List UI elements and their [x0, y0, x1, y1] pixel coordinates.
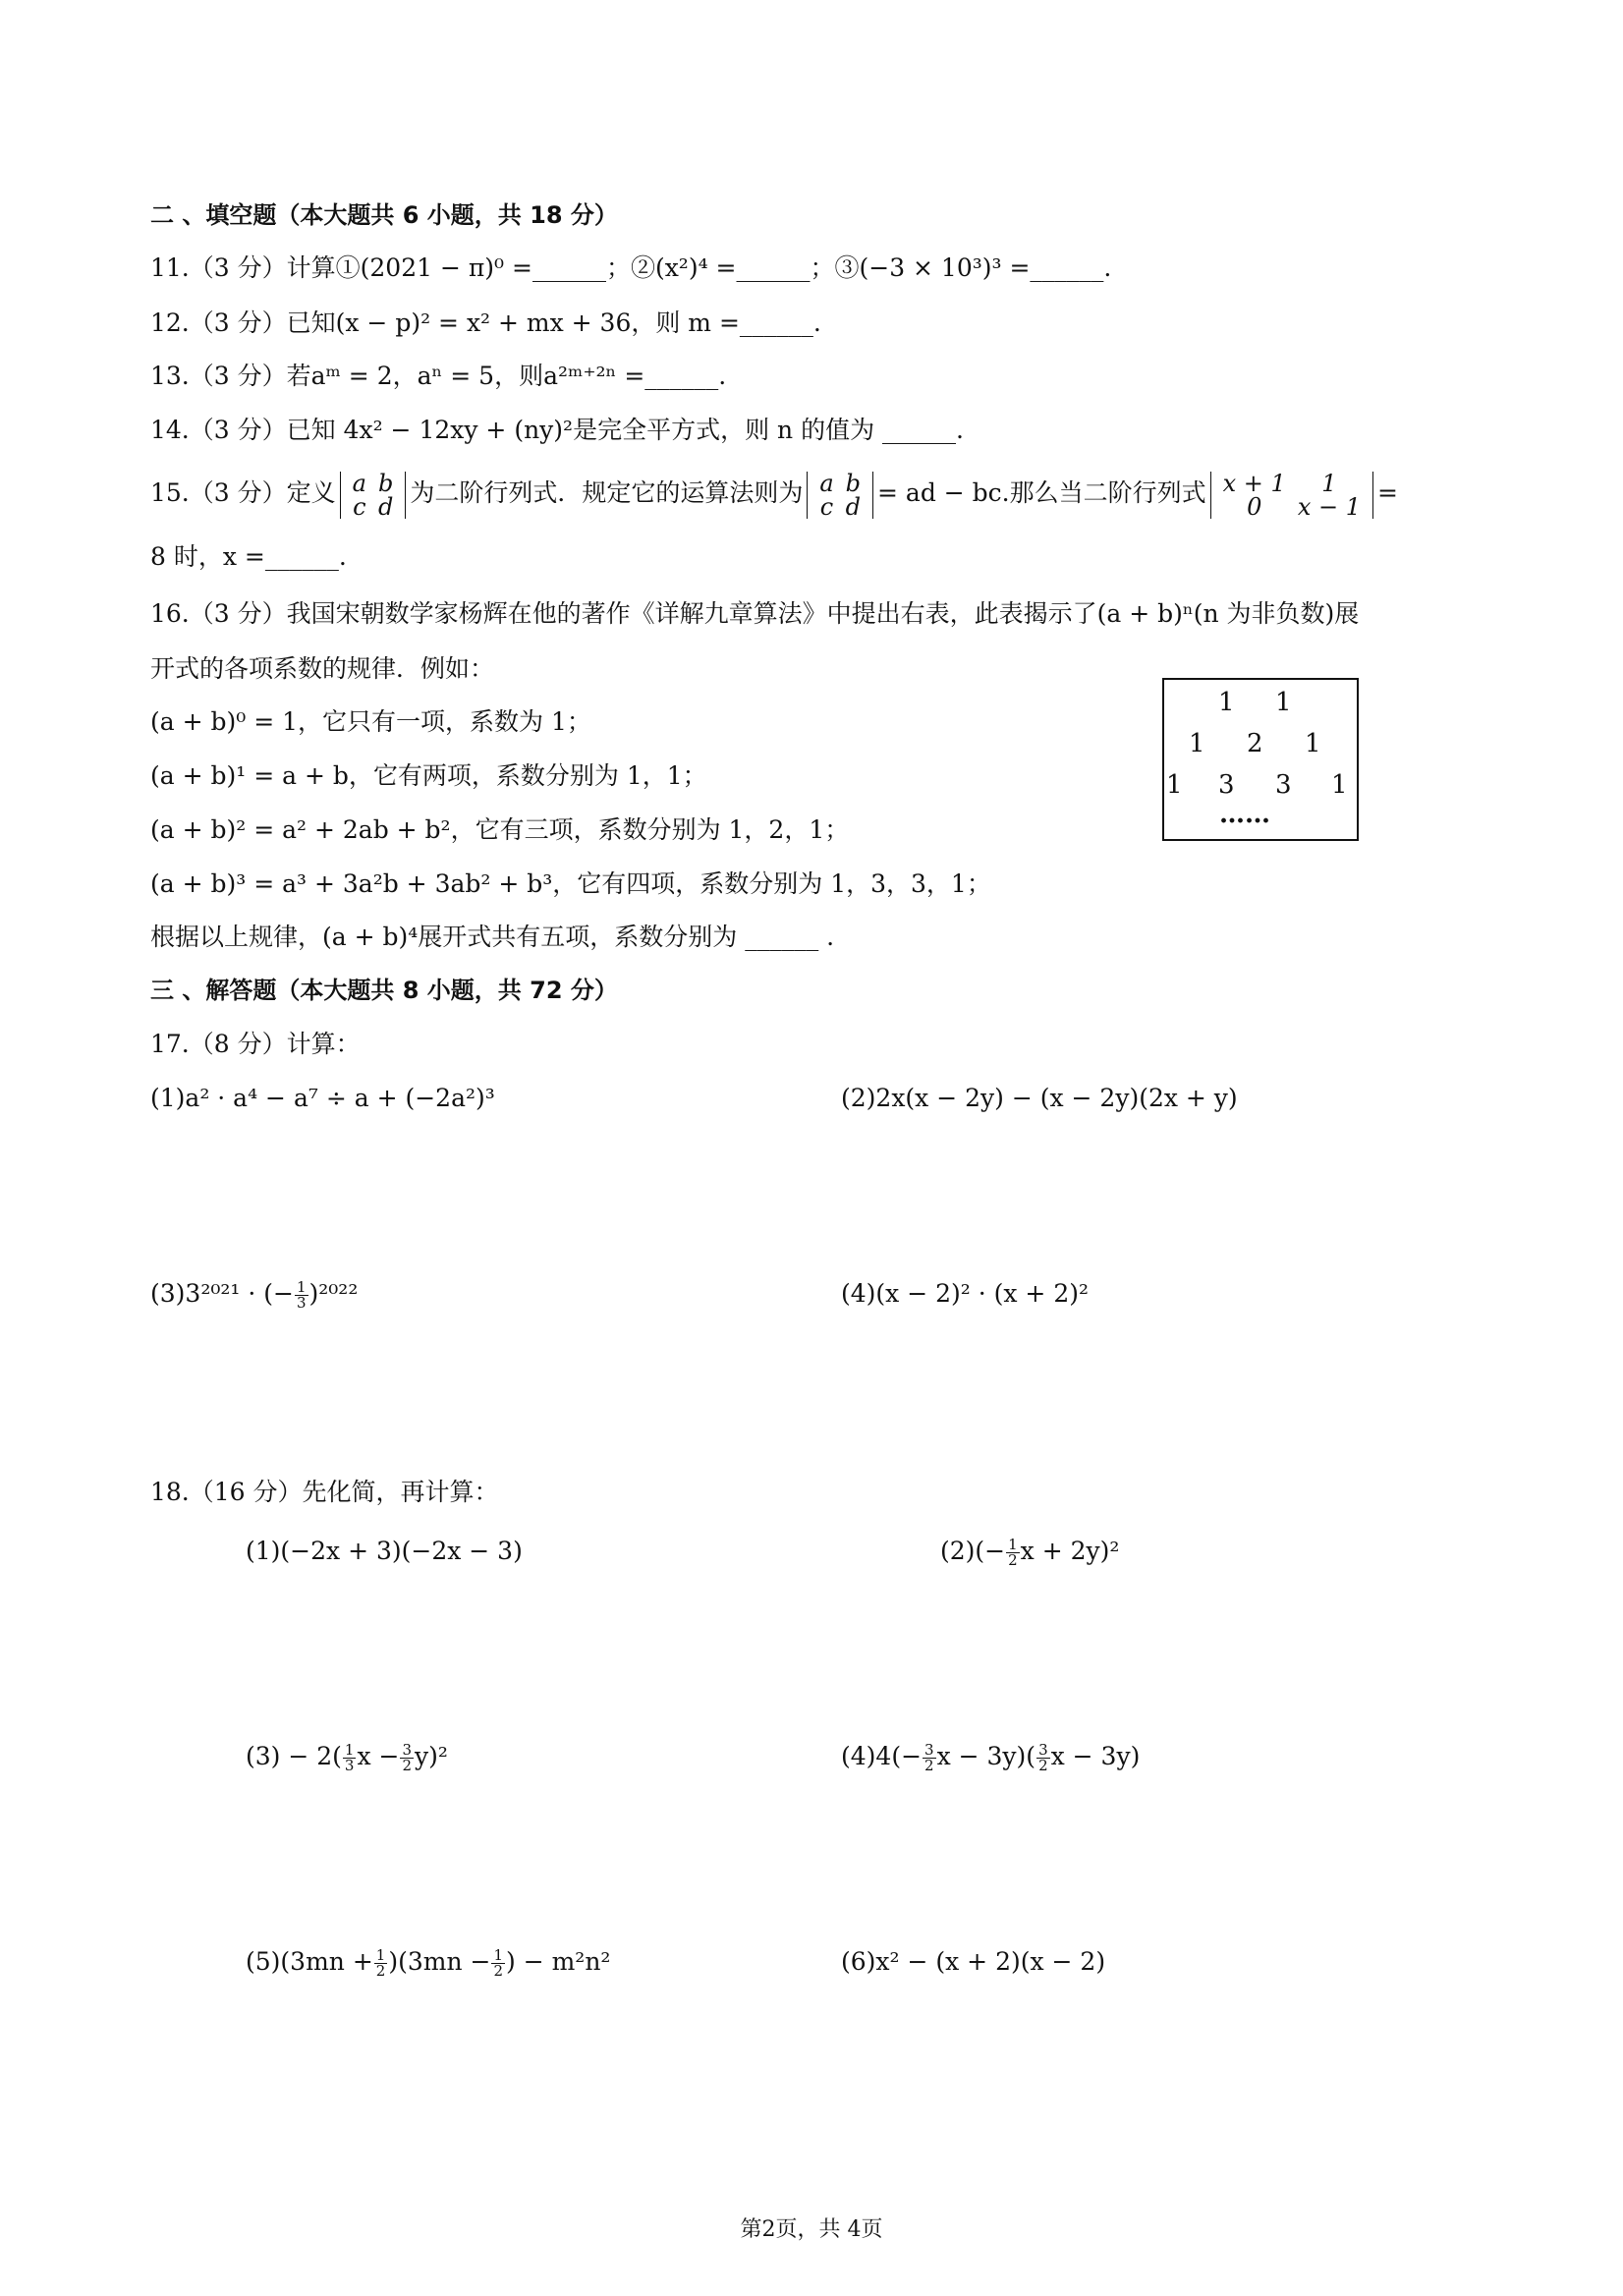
- question-text: 已知(x − p)² = x² + mx + 36，则 m =______.: [286, 308, 821, 337]
- fraction: $\frac{1}{2}$: [493, 1946, 503, 1980]
- fraction: $\frac{3}{2}$: [924, 1741, 934, 1774]
- question-18-part3: (3) − 2( $\frac{1}{3}$ x − $\frac{3}{2}$ y)²: [246, 1741, 448, 1774]
- question-13: [150, 360, 726, 393]
- pascal-cell: 3: [1218, 770, 1235, 800]
- pascal-cell: 1: [1275, 688, 1292, 717]
- rule-text: = ad − bc.那么当二阶行列式: [877, 478, 1206, 507]
- question-16-line3: (a + b)⁰ = 1，它只有一项，系数为 1；: [150, 707, 591, 736]
- fraction: $\frac{3}{2}$: [402, 1741, 413, 1774]
- question-title: 先化简，再计算：: [302, 1478, 499, 1506]
- question-number: 17.（8 分）: [150, 1030, 287, 1058]
- fraction: $\frac{3}{2}$: [1038, 1741, 1048, 1774]
- pascal-triangle-figure: [1162, 678, 1359, 841]
- question-17-part2: (2)2x(x − 2y) − (x − 2y)(2x + y): [841, 1084, 1238, 1112]
- question-11: [150, 252, 1111, 285]
- determinant-x: x + 1 1 0 x − 1: [1210, 472, 1373, 519]
- fraction: $\frac{1}{3}$: [344, 1741, 355, 1774]
- question-18: [150, 1476, 499, 1509]
- question-number: 16.（3 分）: [150, 599, 287, 628]
- pascal-cell: 1: [1305, 729, 1321, 758]
- question-18-part5: (5)(3mn + $\frac{1}{2}$ )(3mn − $\frac{1}{2}$ ) − m²n²: [246, 1946, 611, 1980]
- question-17: [150, 1028, 361, 1061]
- determinant-abcd: a b c d: [340, 472, 407, 519]
- question-number: 18.（16 分）: [150, 1478, 303, 1506]
- definition-text: 为二阶行列式．规定它的运算法则为: [410, 478, 804, 507]
- question-18-part1: (1)(−2x + 3)(−2x − 3): [246, 1537, 523, 1565]
- pascal-cell: 3: [1275, 770, 1292, 800]
- question-18-part6: (6)x² − (x + 2)(x − 2): [841, 1947, 1106, 1976]
- question-18-part2: (2)(− $\frac{1}{2}$ x + 2y)²: [940, 1536, 1120, 1569]
- question-number: 12.（3 分）: [150, 308, 287, 337]
- pascal-cell: 1: [1218, 688, 1235, 717]
- question-12: [150, 307, 821, 340]
- question-16-line4: (a + b)¹ = a + b，它有两项，系数分别为 1，1；: [150, 761, 707, 790]
- question-number: 15.（3 分）: [150, 478, 287, 507]
- question-text: 已知 4x² − 12xy + (ny)²是完全平方式，则 n 的值为 ______.: [286, 416, 964, 444]
- question-14: [150, 414, 964, 447]
- question-15: [150, 468, 1398, 519]
- question-text: 计算①(2021 − π)⁰ =______；②(x²)⁴ =______；③(−3 × 10³)³ =______.: [286, 253, 1112, 282]
- question-17-part4: (4)(x − 2)² · (x + 2)²: [841, 1279, 1090, 1308]
- question-16-line6: (a + b)³ = a³ + 3a²b + 3ab² + b³，它有四项，系数分别为 1，3，3，1；: [150, 869, 991, 898]
- question-18-part4: (4)4(− $\frac{3}{2}$ x − 3y)( $\frac{3}{2}$ x − 3y): [841, 1741, 1141, 1774]
- section-heading-fill-in: 二 、填空题（本大题共 6 小题，共 18 分）: [150, 201, 618, 229]
- question-16-line7: 根据以上规律，(a + b)⁴展开式共有五项，系数分别为 ______ .: [150, 923, 835, 951]
- define-text: 定义: [286, 478, 336, 507]
- fraction: $\frac{1}{2}$: [1008, 1536, 1018, 1569]
- fraction: $\frac{1}{3}$: [296, 1278, 307, 1312]
- question-17-part3: (3)3²⁰²¹ · (− $\frac{1}{3}$ )²⁰²²: [150, 1278, 359, 1312]
- question-16-line2: 开式的各项系数的规律．例如：: [150, 654, 495, 683]
- question-number: 11.（3 分）: [150, 253, 287, 282]
- section-heading-answer: 三 、解答题（本大题共 8 小题，共 72 分）: [150, 977, 618, 1004]
- page-footer: 第2页，共 4页: [740, 2217, 883, 2242]
- determinant-abcd-rule: a b c d: [807, 472, 873, 519]
- pascal-cell: 2: [1247, 729, 1263, 758]
- question-number: 14.（3 分）: [150, 416, 287, 444]
- pascal-ellipsis: ……: [1219, 800, 1270, 829]
- question-17-part1: (1)a² · a⁴ − a⁷ ÷ a + (−2a²)³: [150, 1084, 495, 1112]
- question-number: 13.（3 分）: [150, 362, 287, 390]
- pascal-cell: 1: [1331, 770, 1348, 800]
- fraction: $\frac{1}{2}$: [375, 1946, 386, 1980]
- question-16: [150, 597, 1359, 631]
- question-title: 计算：: [286, 1030, 361, 1058]
- question-text: 若aᵐ = 2，aⁿ = 5，则a²ᵐ⁺²ⁿ =______.: [286, 362, 727, 390]
- question-15-line2: 8 时，x =______.: [150, 542, 347, 571]
- equals-sign: =: [1376, 478, 1398, 507]
- pascal-cell: 1: [1189, 729, 1205, 758]
- question-16-line5: (a + b)² = a² + 2ab + b²，它有三项，系数分别为 1，2，1；: [150, 815, 850, 844]
- question-text: 我国宋朝数学家杨辉在他的著作《详解九章算法》中提出右表，此表揭示了(a + b)ⁿ(n 为非负数)展: [286, 599, 1360, 628]
- pascal-cell: 1: [1166, 770, 1183, 800]
